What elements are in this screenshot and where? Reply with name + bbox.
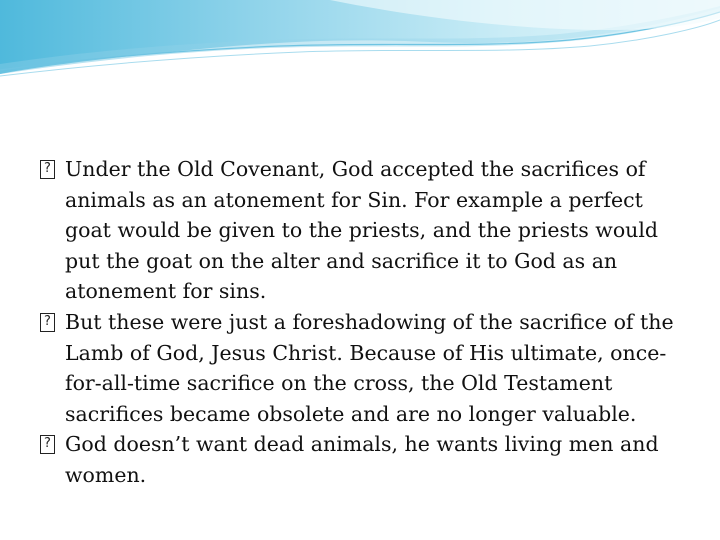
bullet-item	[40, 154, 680, 307]
bullet-item	[40, 429, 680, 490]
bullet-item	[40, 307, 680, 429]
bullet-marker-icon: ?	[40, 435, 55, 454]
bullet-text: God doesn’t want dead animals, he wants living men and women.	[65, 432, 659, 487]
top-wave-decoration	[0, 0, 720, 90]
bullet-marker-icon: ?	[40, 160, 55, 179]
bullet-text: But these were just a foreshadowing of the sacrifice of the Lamb of God, Jesus Christ. Because of His ultimate, once-for-all-time sacrifice on the cross, the Old Testament sacrifices became obsolete and are no longer valuable.	[65, 309, 674, 426]
content-area	[40, 154, 680, 491]
bullet-marker-icon: ?	[40, 313, 55, 332]
bullet-text: Under the Old Covenant, God accepted the sacrifices of animals as an atonement for Sin. For example a perfect goat would be given to the priests, and the priests would put the goat on the alter and sacrifice it to God as an atonement for sins.	[65, 157, 659, 304]
